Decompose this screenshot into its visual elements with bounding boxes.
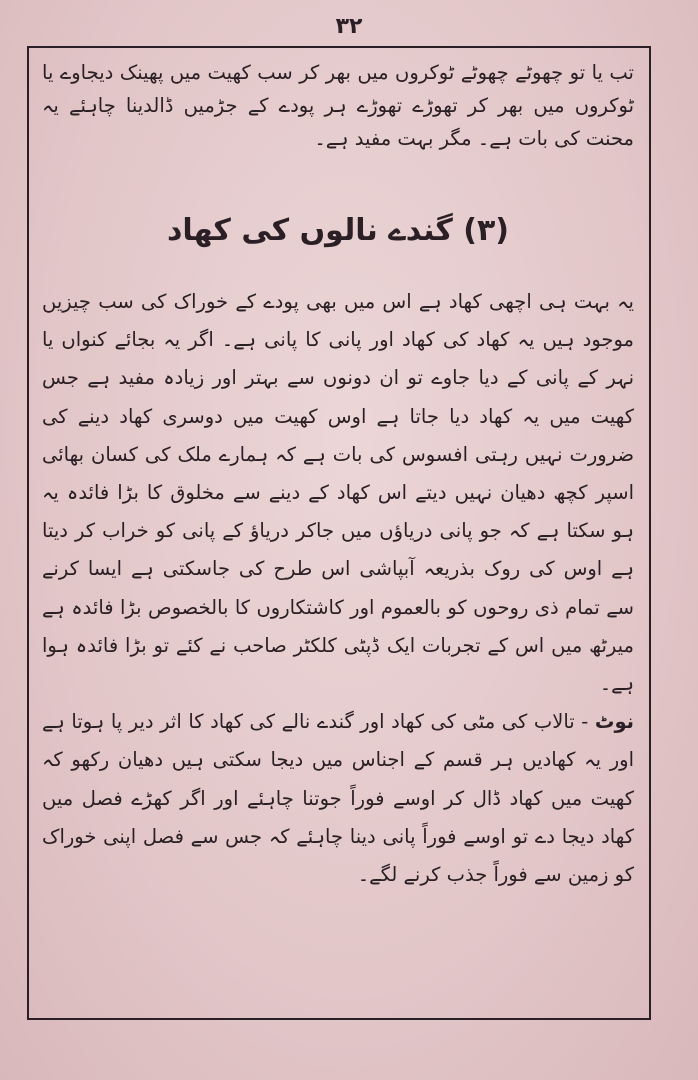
main-paragraph: یہ بہت ہی اچھی کھاد ہے اس میں بھی پودے کے خوراک کی سب چیزیں موجود ہیں یہ کھاد کی کھاد اور پانی کا پانی ہے۔ اگر یہ بجائے کنواں یا نہر کے پانی کے دیا جاوے تو ان دونوں سے بہتر اور زیادہ مفید ہے جس کھیت میں یہ کھاد دیا جاتا ہے اوس کھیت میں دوسری کھاد دینے کی ضرورت نہیں رہتی افسوس کی بات ہے کہ ہمارے ملک کی کسان بھائی اسپر کچھ دھیان نہیں دیتے اس کھاد کے دینے سے مخلوق کا بڑا فائدہ یہ ہو سکتا ہے کہ جو پانی دریاؤں میں جاکر دریاؤ کے پانی کو خراب کر دیتا ہے اوس کی روک بذریعہ آبپاشی اس طرح کی جاسکتی ہے ایسا کرنے سے تمام ذی روحوں کو بالعموم اور کاشتکاروں کا بالخصوص بڑا فائدہ ہے میرٹھ میں اس کے تجربات ایک ڈپٹی کلکٹر صاحب نے کئے تو بڑا فائدہ ہوا ہے۔	[42, 290, 634, 696]
main-text-block	[42, 283, 634, 894]
intro-paragraph: تب یا تو چھوٹے چھوٹے ٹوکروں میں بھر کر سب کھیت میں پھینک دیجاوے یا ٹوکروں میں بھر کر تھوڑے تھوڑے ہر پودے کے جڑمیں ڈالدینا چاہئے یہ محنت کی بات ہے۔ مگر بہت مفید ہے۔	[42, 61, 634, 150]
page-number: ۳۲	[335, 14, 363, 39]
note-paragraph-container	[42, 703, 634, 894]
section-heading: (۳) گندے نالوں کی کھاد	[166, 213, 510, 248]
note-label: نوٹ	[594, 710, 634, 734]
intro-text-block	[42, 56, 634, 155]
note-paragraph: - تالاب کی مٹی کی کھاد اور گندے نالے کی کھاد کا اثر دیر پا ہوتا ہے اور یہ کھادیں ہر قسم کے اجناس میں دیجا سکتی ہیں دھیان رکھو کہ کھیت میں کھاد ڈال کر اوسے فوراً جوتنا چاہئے اور اگر کھڑے فصل میں کھاد دیجا دے تو اوسے فوراً پانی دینا چاہئے کہ جس سے فصل اپنی خوراک کو زمین سے فوراً جذب کرنے لگے۔	[42, 710, 634, 887]
